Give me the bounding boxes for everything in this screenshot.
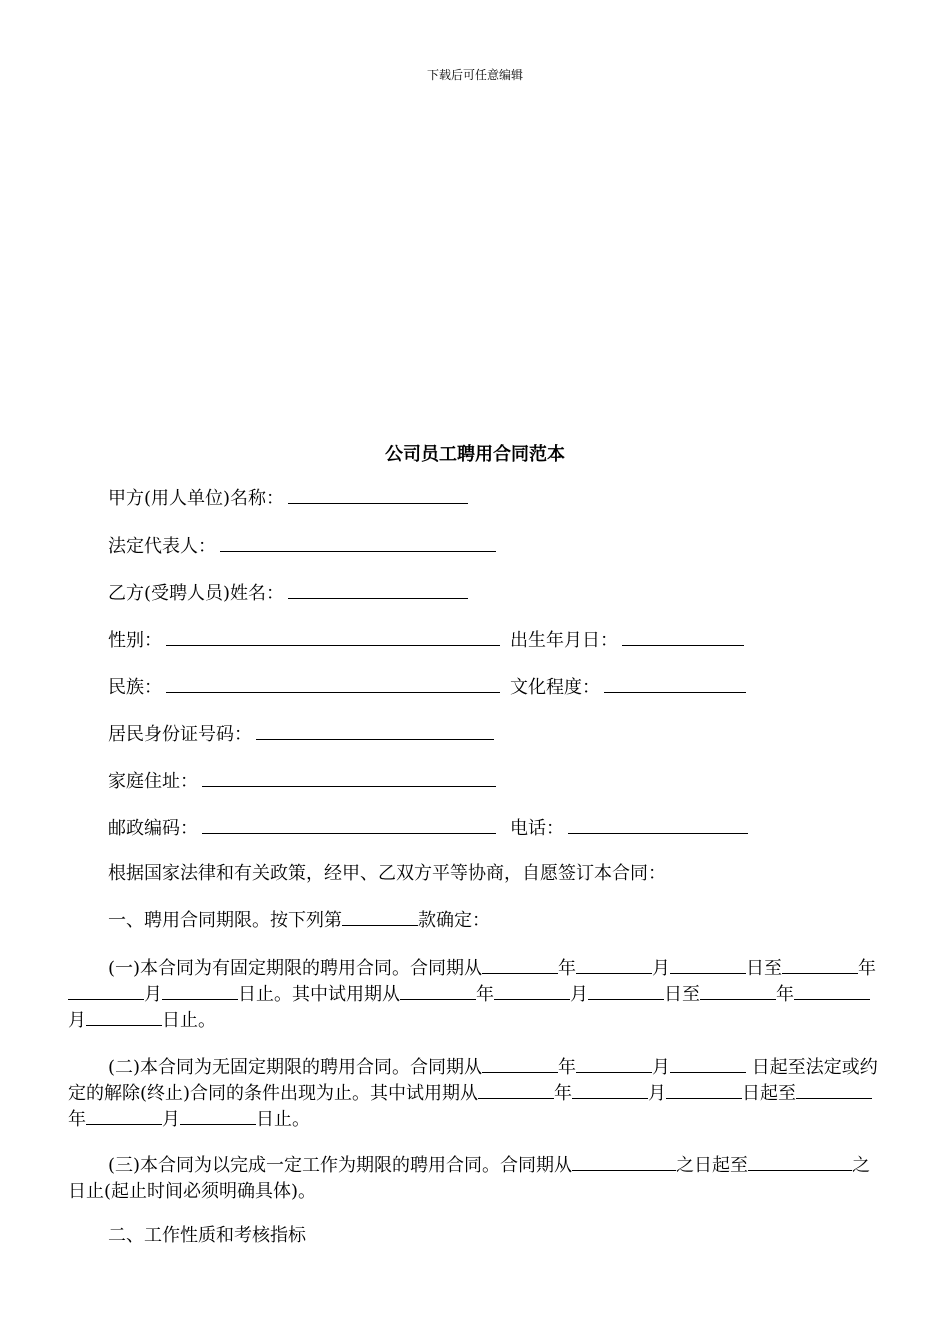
clause-2-text-j: 日止。 — [256, 1109, 310, 1130]
clause-1-blank[interactable] — [86, 1009, 162, 1026]
clause-2-text-c: 月 — [652, 1057, 671, 1078]
clause-2-text-h: 年 — [68, 1109, 86, 1130]
field-birth — [510, 627, 744, 653]
clause-1-blank[interactable] — [832, 983, 870, 1000]
field-birth-label: 出生年月日： — [510, 630, 618, 651]
clause-3-blank[interactable] — [844, 1154, 852, 1171]
clause-2-text-a: (二)本合同为无固定期限的聘用合同。合同期从 — [108, 1057, 483, 1078]
clause-2-blank[interactable] — [670, 1056, 746, 1073]
page-header: 下载后可任意编辑 — [426, 68, 523, 82]
field-party-b-label: 乙方(受聘人员)姓名： — [108, 583, 285, 604]
address-blank[interactable] — [202, 768, 496, 787]
clause-1-text-b: 年 — [558, 958, 577, 979]
clause-2-paragraph — [68, 1055, 883, 1133]
clause-1-text-l: 月 — [68, 1010, 86, 1031]
gender-blank[interactable] — [166, 627, 500, 646]
field-id-number-label: 居民身份证号码： — [108, 724, 252, 745]
clause-2-blank[interactable] — [478, 1082, 554, 1099]
field-phone-label: 电话： — [510, 818, 564, 839]
section-1-text-a: 一、聘用合同期限。按下列第 — [108, 910, 342, 931]
clause-1-blank[interactable] — [576, 957, 652, 974]
field-ethnicity-label: 民族： — [108, 677, 162, 698]
clause-2-blank[interactable] — [666, 1082, 742, 1099]
clause-1-text-g: 日止。其中试用期从 — [238, 984, 400, 1005]
clause-1-text-h: 年 — [476, 984, 494, 1005]
field-party-a — [108, 485, 468, 511]
id-number-blank[interactable] — [256, 721, 494, 740]
clause-2-text-e: 年 — [554, 1083, 573, 1104]
field-phone — [510, 815, 748, 841]
clause-3-paragraph — [68, 1153, 883, 1205]
intro-paragraph: 根据国家法律和有关政策，经甲、乙双方平等协商，自愿签订本合同： — [108, 863, 666, 884]
clause-3-blank[interactable] — [572, 1154, 676, 1171]
clause-2-blank[interactable] — [482, 1056, 558, 1073]
clause-1-text-f: 月 — [144, 984, 162, 1005]
clause-1-text-d: 日至 — [746, 958, 783, 979]
clause-3-blank[interactable] — [748, 1154, 844, 1171]
clause-1-blank[interactable] — [494, 983, 570, 1000]
field-id-number — [108, 721, 494, 747]
field-party-a-label: 甲方(用人单位)名称： — [108, 488, 285, 509]
clause-3-text-c: 之日止(起止时间必须明确具体)。 — [68, 1155, 871, 1202]
clause-1-blank[interactable] — [850, 957, 858, 974]
postal-blank[interactable] — [202, 815, 496, 834]
birth-blank[interactable] — [622, 627, 744, 646]
party-a-blank[interactable] — [288, 485, 468, 504]
clause-2-text-b: 年 — [558, 1057, 577, 1078]
clause-2-blank[interactable] — [796, 1082, 804, 1099]
clause-2-text-f: 月 — [648, 1083, 667, 1104]
clause-1-blank[interactable] — [588, 983, 664, 1000]
legal-rep-blank[interactable] — [220, 533, 496, 552]
section-1-text-b: 款确定： — [418, 910, 490, 931]
field-gender-label: 性别： — [108, 630, 162, 651]
field-address-label: 家庭住址： — [108, 771, 198, 792]
phone-blank[interactable] — [568, 815, 748, 834]
clause-2-text-g: 日起至 — [742, 1083, 797, 1104]
clause-3-text-a: (三)本合同为以完成一定工作为期限的聘用合同。合同期从 — [108, 1155, 573, 1176]
ethnicity-blank[interactable] — [166, 674, 500, 693]
field-education-label: 文化程度： — [510, 677, 600, 698]
field-ethnicity — [108, 674, 500, 700]
field-party-b — [108, 580, 468, 606]
section-1-blank[interactable] — [342, 909, 418, 926]
clause-2-blank[interactable] — [180, 1108, 256, 1125]
education-blank[interactable] — [604, 674, 746, 693]
clause-1-text-i: 月 — [570, 984, 588, 1005]
clause-1-text-j: 日至 — [664, 984, 700, 1005]
clause-2-blank[interactable] — [572, 1082, 648, 1099]
clause-1-paragraph — [68, 956, 883, 1034]
clause-2-blank[interactable] — [804, 1082, 872, 1099]
clause-1-text-k: 年 — [776, 984, 794, 1005]
clause-1-blank[interactable] — [162, 983, 238, 1000]
clause-1-blank[interactable] — [782, 957, 850, 974]
clause-2-blank[interactable] — [576, 1056, 652, 1073]
clause-1-blank[interactable] — [794, 983, 832, 1000]
clause-2-blank[interactable] — [86, 1108, 162, 1125]
clause-1-text-m: 日止。 — [162, 1010, 216, 1031]
clause-3-text-b: 之日起至 — [676, 1155, 749, 1176]
field-postal — [108, 815, 496, 841]
field-legal-rep — [108, 533, 496, 559]
field-postal-label: 邮政编码： — [108, 818, 198, 839]
clause-1-blank[interactable] — [68, 983, 144, 1000]
document-title: 公司员工聘用合同范本 — [385, 444, 565, 465]
clause-1-blank[interactable] — [482, 957, 558, 974]
clause-1-text-a: (一)本合同为有固定期限的聘用合同。合同期从 — [108, 958, 483, 979]
clause-1-blank[interactable] — [400, 983, 476, 1000]
clause-1-blank[interactable] — [700, 983, 776, 1000]
section-2-heading: 二、工作性质和考核指标 — [108, 1225, 306, 1246]
clause-2-text-d: 日起至法定或约定的解除(终止)合同的条件出现为止。其中试用期从 — [68, 1057, 878, 1104]
field-address — [108, 768, 496, 794]
party-b-blank[interactable] — [288, 580, 468, 599]
clause-2-text-i: 月 — [162, 1109, 180, 1130]
clause-1-blank[interactable] — [670, 957, 746, 974]
clause-1-text-e: 年 — [858, 958, 877, 979]
clause-1-text-c: 月 — [652, 958, 671, 979]
field-education — [510, 674, 746, 700]
field-gender — [108, 627, 500, 653]
field-legal-rep-label: 法定代表人： — [108, 536, 216, 557]
section-1-heading — [108, 909, 490, 933]
